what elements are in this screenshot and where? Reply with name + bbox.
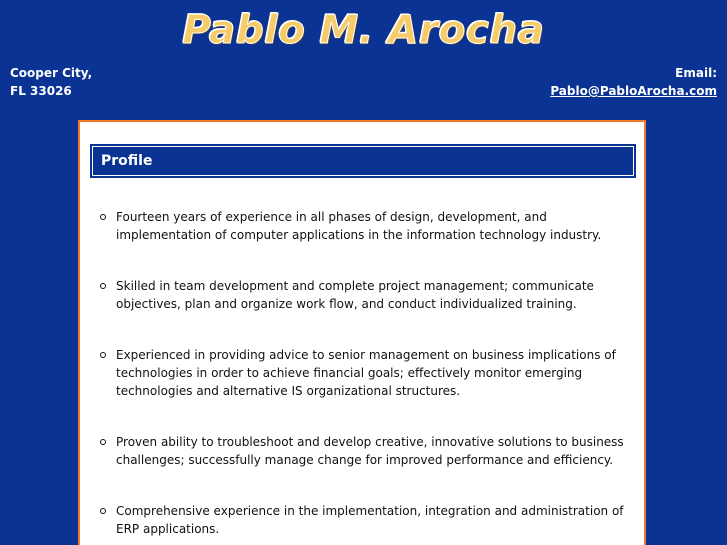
email-block: [550, 64, 717, 100]
list-item-text: Comprehensive experience in the implementation, integration and administration of ERP applications.: [116, 504, 624, 536]
list-item: [100, 346, 640, 400]
profile-list: [100, 208, 640, 545]
circle-bullet-icon: [100, 214, 106, 220]
list-item-text: Experienced in providing advice to senior management on business implications of technologies in order to achieve financial goals; effectively monitor emerging technologies and alternative IS organizational structures.: [116, 348, 616, 398]
content-panel: [78, 120, 646, 545]
circle-bullet-icon: [100, 439, 106, 445]
list-item-text: Skilled in team development and complete project management; communicate objectives, plan and organize work flow, and conduct individualized training.: [116, 279, 594, 311]
address-city: Cooper City,: [10, 66, 93, 80]
circle-bullet-icon: [100, 508, 106, 514]
circle-bullet-icon: [100, 283, 106, 289]
email-link[interactable]: Pablo@PabloArocha.com: [550, 84, 717, 98]
profile-section-header: [90, 144, 636, 178]
list-item: [100, 502, 640, 538]
list-item-text: Proven ability to troubleshoot and develop creative, innovative solutions to business challenges; successfully manage change for improved performance and efficiency.: [116, 435, 624, 467]
page-title: Pablo M. Arocha: [182, 8, 545, 53]
list-item: [100, 433, 640, 469]
circle-bullet-icon: [100, 352, 106, 358]
address-state-zip: FL 33026: [10, 84, 72, 98]
list-item: [100, 277, 640, 313]
list-item-text: Fourteen years of experience in all phases of design, development, and implementation of computer applications in the information technology industry.: [116, 210, 602, 242]
profile-heading: Profile: [92, 146, 634, 176]
address-block: [10, 64, 92, 100]
email-label: Email:: [675, 66, 717, 80]
list-item: [100, 208, 640, 244]
